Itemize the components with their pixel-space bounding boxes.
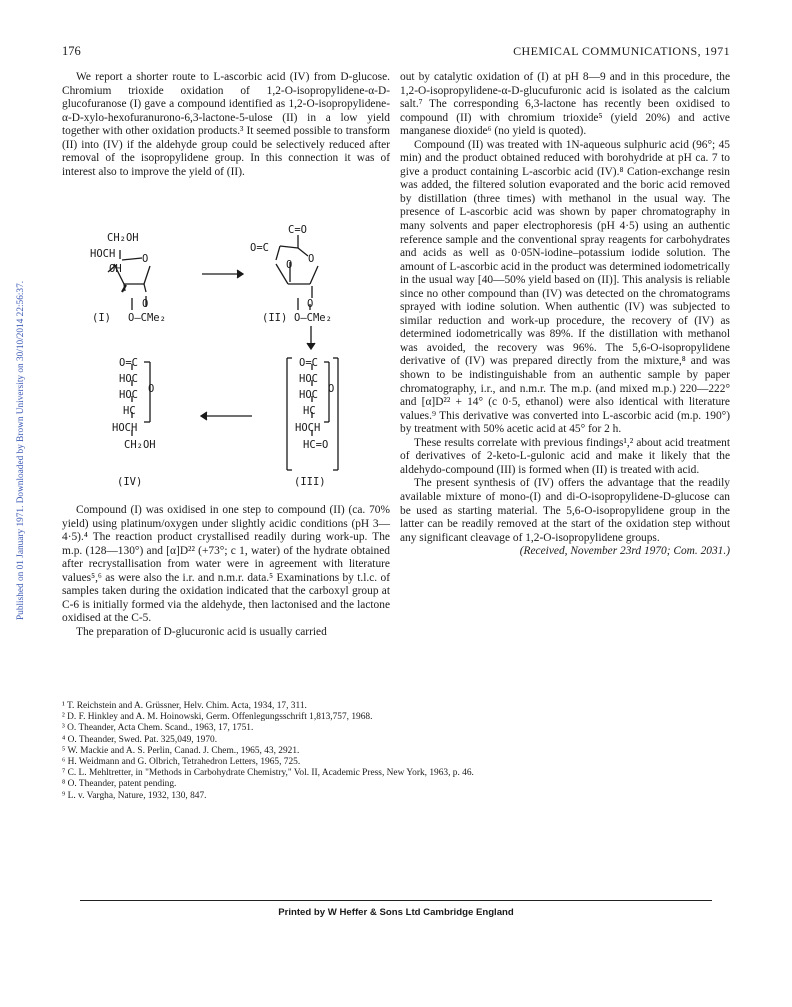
iii-o: O [328, 383, 335, 395]
download-watermark [4, 190, 26, 620]
reference-item: ⁹ L. v. Vargha, Nature, 1932, 130, 847. [62, 790, 207, 801]
reference-item: ⁴ O. Theander, Swed. Pat. 325,049, 1970. [62, 734, 218, 745]
i-ocme2: O–CMe₂ [128, 312, 166, 324]
reference-item: ⁷ C. L. Mehltretter, in "Methods in Carbohydrate Chemistry," Vol. II, Academic Press, New York, 1963, p. 46. [62, 768, 474, 779]
iv-l6: CH₂OH [124, 439, 156, 451]
intro-paragraph [62, 71, 390, 179]
received-date: (Received, November 23rd 1970; Com. 2031.) [519, 545, 730, 558]
iii-l2: HOC [299, 373, 318, 385]
iv-l3: HOC [119, 389, 138, 401]
iii-l1: O=C [299, 357, 318, 369]
ii-co-left: O=C [250, 242, 269, 254]
left-paragraph-2: The preparation of D-glucuronic acid is usually carried [76, 625, 327, 638]
left-column-body [62, 504, 390, 639]
iii-l4: HC [303, 405, 316, 417]
ii-o-ring: O [308, 253, 315, 265]
i-o-low: O [142, 298, 149, 310]
ii-o-mid: O [286, 259, 293, 271]
i-ch2oh: CH₂OH [107, 232, 139, 244]
iii-l3: HOC [299, 389, 318, 401]
footer-divider [80, 900, 712, 901]
ii-ocme2: O–CMe₂ [294, 312, 332, 324]
ii-o-low: O [307, 298, 314, 310]
reference-item: ² D. F. Hinkley and A. M. Hoinowski, Germ. Offenlegungsschrift 1,813,757, 1968. [62, 712, 373, 723]
i-hoch: HOCH [90, 248, 116, 260]
printer-imprint: Printed by W Heffer & Sons Ltd Cambridge England [278, 907, 514, 918]
reference-item: ¹ T. Reichstein and A. Grüssner, Helv. Chim. Acta, 1934, 17, 311. [62, 701, 307, 711]
reference-item: ³ O. Theander, Acta Chem. Scand., 1963, 17, 1751. [62, 723, 254, 734]
iv-l5: HOCH [112, 422, 138, 434]
iv-l2: HOC [119, 373, 138, 385]
i-o-ring: O [142, 253, 149, 265]
iii-l6: HC=O [303, 439, 329, 451]
ii-co-top: C=O [288, 224, 307, 236]
running-head: CHEMICAL COMMUNICATIONS, 1971 [513, 44, 730, 58]
iii-l5: HOCH [295, 422, 321, 434]
i-oh: OH [109, 263, 122, 275]
intro-text: We report a shorter route to L-ascorbic acid (IV) from D-glucose. Chromium trioxide oxidation of 1,2-O-isopropylidene-α-D-glucofuranose (I) gave a compound identified as 1,2-O-isopropylidene-α-D-xylo-hexofuranurono-6,3-lactone-5-ulose (II) in a low yield together with other oxidation products.³ It seemed possible to transform (II) into (IV) if the aldehyde group could be selectively reduced after removal of the isopropylidene group. In this connection it was of interest also to improve the yield of (II). [62, 71, 390, 178]
scheme-svg [62, 200, 390, 502]
i-label: (I) [92, 312, 111, 324]
watermark-text: Published on 01 January 1971. Downloaded by Brown University on 30/10/2014 22:56:37. [16, 280, 26, 620]
iii-label: (III) [294, 476, 326, 488]
right-paragraph-3: These results correlate with previous findings¹,² about acid treatment of derivatives of 2-keto-L-gulonic acid and make it likely that the aldehydo-compound (III) is formed when (II) is treated with acid. [400, 436, 730, 476]
right-column-body [400, 71, 730, 559]
references [62, 701, 742, 802]
iv-l4: HC [123, 405, 136, 417]
right-paragraph-2: Compound (II) was treated with 1N-aqueous sulphuric acid (96°; 45 min) and the product obtained reduced with borohydride at pH ca. 7 to give a product containing L-ascorbic acid (IV).⁸ Cation-exchange resin was added, the filtered solution evaporated and the boric acid removed by distillation (three times) with methanol in the usual way. The presence of L-ascorbic acid was shown by paper chromatography in many solvents and paper electrophoresis (pH 4·5) using an authentic reference sample and the conventional spray reagents for carbohydrates and acids as well as 0·05N-iodine–potassium iodide solution. The amount of L-ascorbic acid in the product was determined iodometrically in the usual way [40—50% yield based on (II)]. This analysis is reliable since no other compound than (IV) was detected on the chromatograms sprayed with iodine solution. When authentic (IV) was subjected to similar reduction and work-up procedure, the recovery of (IV) as determined iodometrically was 89%. If the distillation with methanol was avoided, the recovery was 96%. The 5,6-O-isopropylidene derivative of (IV) was prepared directly from the mixture,⁸ and was shown to be indistinguishable from an authentic sample by paper chromatography, i.r., and n.m.r. The m.p. (and mixed m.p.) 220—222° and [α]D²² + 14° (c 0·5, ethanol) were also identical with literature values.⁹ This derivative was converted into L-ascorbic acid (m.p. 190°) by treatment with 50% acetic acid at 45° for 2 h. [400, 138, 730, 436]
reference-item: ⁸ O. Theander, patent pending. [62, 779, 177, 790]
reaction-scheme [62, 200, 390, 502]
right-paragraph-4: The present synthesis of (IV) offers the advantage that the readily available mixture of mono-(I) and di-O-isopropylidene-D-glucose can be used as starting material. The 5,6-O-isopropylidene group in the latter can be readily removed at the start of the oxidation step without any significant cleavage of 1,2-O-isopropylidene groups. [400, 477, 730, 544]
iv-o: O [148, 383, 155, 395]
page-number: 176 [62, 44, 81, 58]
left-paragraph-1: Compound (I) was oxidised in one step to compound (II) (ca. 70% yield) using platinum/oxygen under slightly acidic conditions (pH 3—4·5).⁴ The reaction product crystallised readily during work-up. The m.p. (128—130°) and [α]D²² (+73°; c 1, water) of the hydrate obtained after recrystallisation from water were in agreement with literature values⁵,⁶ as were also the i.r. and n.m.r. data.⁵ Examinations by t.l.c. of samples taken during the oxidation indicated that the carboxyl group at C-6 is initially formed via the aldehyde, then lactonised and the lactone oxidised at the C-5. [62, 504, 390, 625]
reference-item: ⁶ H. Weidmann and G. Olbrich, Tetrahedron Letters, 1965, 725. [62, 757, 301, 768]
reference-item: ⁵ W. Mackie and A. S. Perlin, Canad. J. Chem., 1965, 43, 2921. [62, 745, 300, 756]
iv-l1: O=C [119, 357, 138, 369]
right-paragraph-1: out by catalytic oxidation of (I) at pH 8—9 and in this procedure, the 1,2-O-isopropylidene-α-D-glucufuronic acid is isolated as the calcium salt.⁷ The corresponding 6,3-lactone has recently been oxidised to compound (II) with chromium trioxide⁵ (yield 20%) and active manganese dioxide⁶ (no yield is quoted). [400, 71, 730, 138]
iv-label: (IV) [117, 476, 143, 488]
ii-label: (II) [262, 312, 288, 324]
